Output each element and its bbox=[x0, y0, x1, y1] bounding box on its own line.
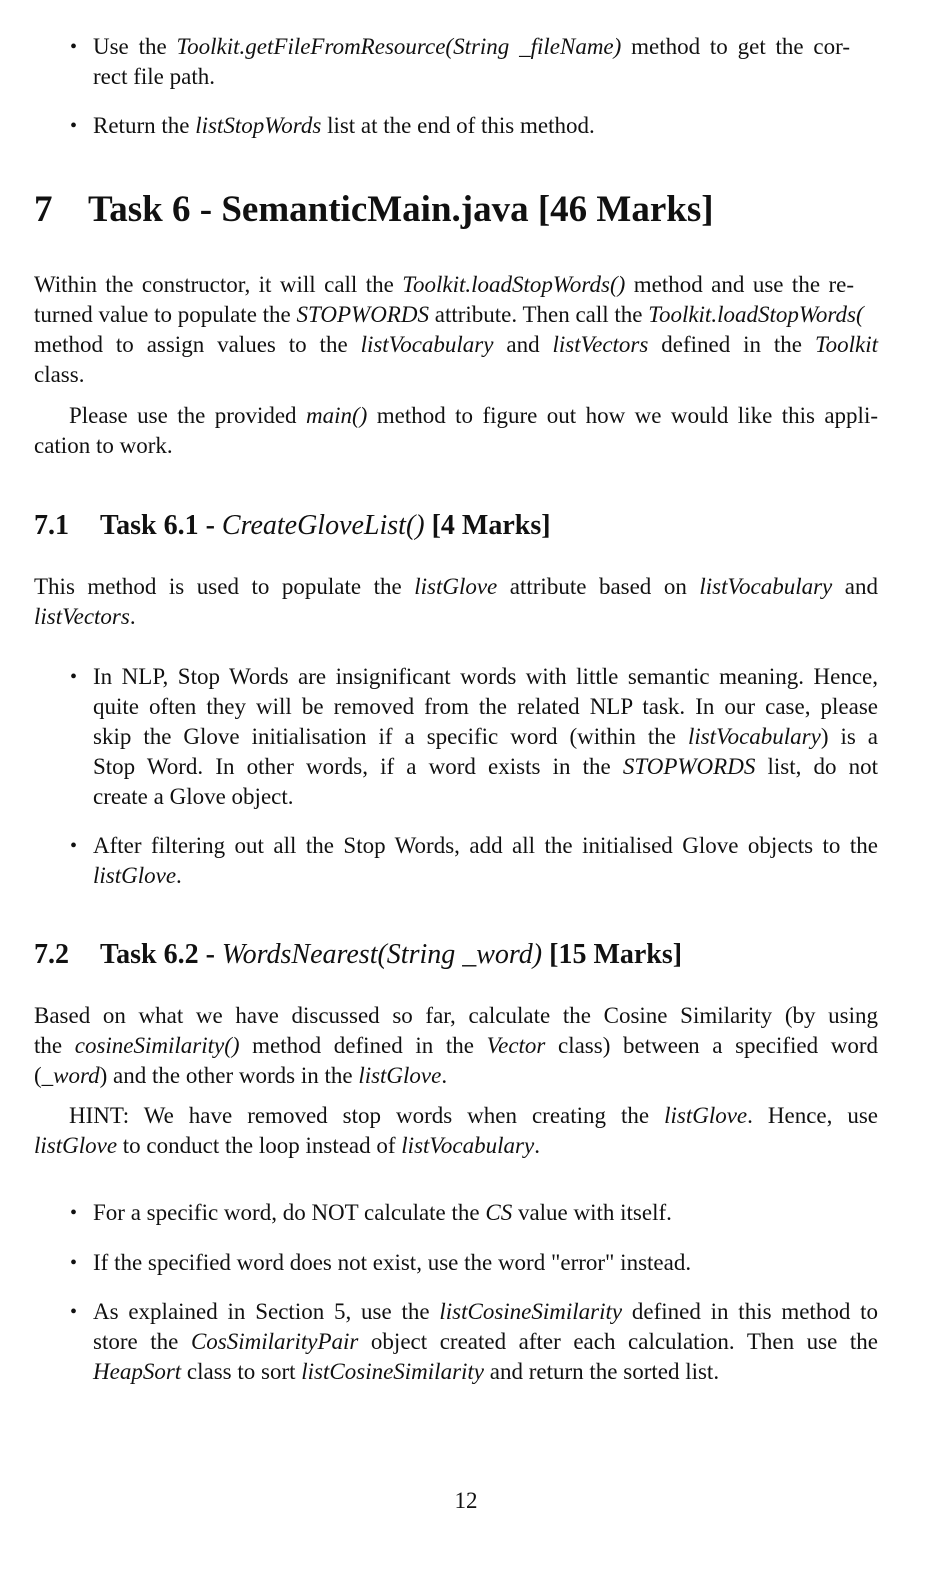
code-ref: Toolkit.getFileFromResource(String _fileName) bbox=[176, 34, 622, 59]
bullet-line: Stop Word. In other words, if a word exists in the STOPWORDS list, do not bbox=[93, 754, 879, 779]
bullet-line: For a specific word, do NOT calculate the CS value with itself. bbox=[93, 1200, 672, 1225]
bullet-line: If the specified word does not exist, use the word "error" instead. bbox=[93, 1250, 692, 1275]
paragraph-line: Based on what we have discussed so far, calculate the Cosine Similarity (by using bbox=[34, 1003, 878, 1028]
paragraph-line: method to assign values to the listVocabulary and listVectors defined in the Toolkit bbox=[34, 332, 878, 357]
bullet-marker: • bbox=[70, 115, 78, 137]
paragraph-line: listVectors. bbox=[34, 604, 136, 629]
hint-line: listGlove to conduct the loop instead of listVocabulary. bbox=[34, 1133, 540, 1158]
bullet-marker: • bbox=[70, 835, 78, 857]
subsection-heading: 7.2 Task 6.2 - WordsNearest(String _word) [15 Marks] bbox=[34, 937, 682, 973]
code-ref: listStopWords bbox=[195, 113, 322, 138]
paragraph-line: turned value to populate the STOPWORDS attribute. Then call the Toolkit.loadStopWords( bbox=[34, 302, 864, 327]
section-title: Task 6 - SemanticMain.java [46 Marks] bbox=[88, 189, 714, 230]
bullet-line: skip the Glove initialisation if a specific word (within the listVocabulary) is a bbox=[93, 724, 878, 749]
bullet-line: Return the listStopWords list at the end of this method. bbox=[93, 113, 595, 138]
subsection-number: 7.1 bbox=[34, 510, 69, 541]
page-number: 12 bbox=[454, 1488, 478, 1513]
paragraph-line: Within the constructor, it will call the Toolkit.loadStopWords() method and use the re- bbox=[34, 272, 854, 297]
bullet-line: rect file path. bbox=[93, 64, 215, 89]
bullet-marker: • bbox=[70, 1202, 78, 1224]
bullet-marker: • bbox=[70, 1252, 78, 1274]
paragraph-line: cation to work. bbox=[34, 433, 173, 458]
paragraph-line: the cosineSimilarity() method defined in the Vector class) between a specified word bbox=[34, 1033, 878, 1058]
section-number: 7 bbox=[34, 189, 53, 230]
subsection-heading: 7.1 Task 6.1 - CreateGloveList() [4 Marks] bbox=[34, 508, 551, 544]
paragraph-line: This method is used to populate the listGlove attribute based on listVocabulary and bbox=[34, 574, 878, 599]
bullet-line: store the CosSimilarityPair object created after each calculation. Then use the bbox=[93, 1329, 878, 1354]
bullet-line: HeapSort class to sort listCosineSimilarity and return the sorted list. bbox=[93, 1359, 720, 1384]
paragraph-line: Please use the provided main() method to figure out how we would like this appli- bbox=[69, 403, 878, 428]
bullet-line: In NLP, Stop Words are insignificant words with little semantic meaning. Hence, bbox=[93, 664, 878, 689]
bullet-marker: • bbox=[70, 36, 78, 58]
bullet-marker: • bbox=[70, 666, 78, 688]
bullet-line: After filtering out all the Stop Words, add all the initialised Glove objects to the bbox=[93, 833, 878, 858]
paragraph-line: (_word) and the other words in the listGlove. bbox=[34, 1063, 448, 1088]
hint-line: HINT: We have removed stop words when creating the listGlove. Hence, use bbox=[69, 1103, 878, 1128]
bullet-line: As explained in Section 5, use the listCosineSimilarity defined in this method to bbox=[93, 1299, 878, 1324]
bullet-line: Use the Toolkit.getFileFromResource(String _fileName) method to get the cor- bbox=[93, 34, 850, 59]
paragraph-line: class. bbox=[34, 362, 85, 387]
bullet-line: listGlove. bbox=[93, 863, 182, 888]
section-heading bbox=[34, 188, 714, 232]
bullet-line: create a Glove object. bbox=[93, 784, 294, 809]
subsection-number: 7.2 bbox=[34, 939, 69, 970]
bullet-line: quite often they will be removed from the related NLP task. In our case, please bbox=[93, 694, 878, 719]
bullet-marker: • bbox=[70, 1301, 78, 1323]
